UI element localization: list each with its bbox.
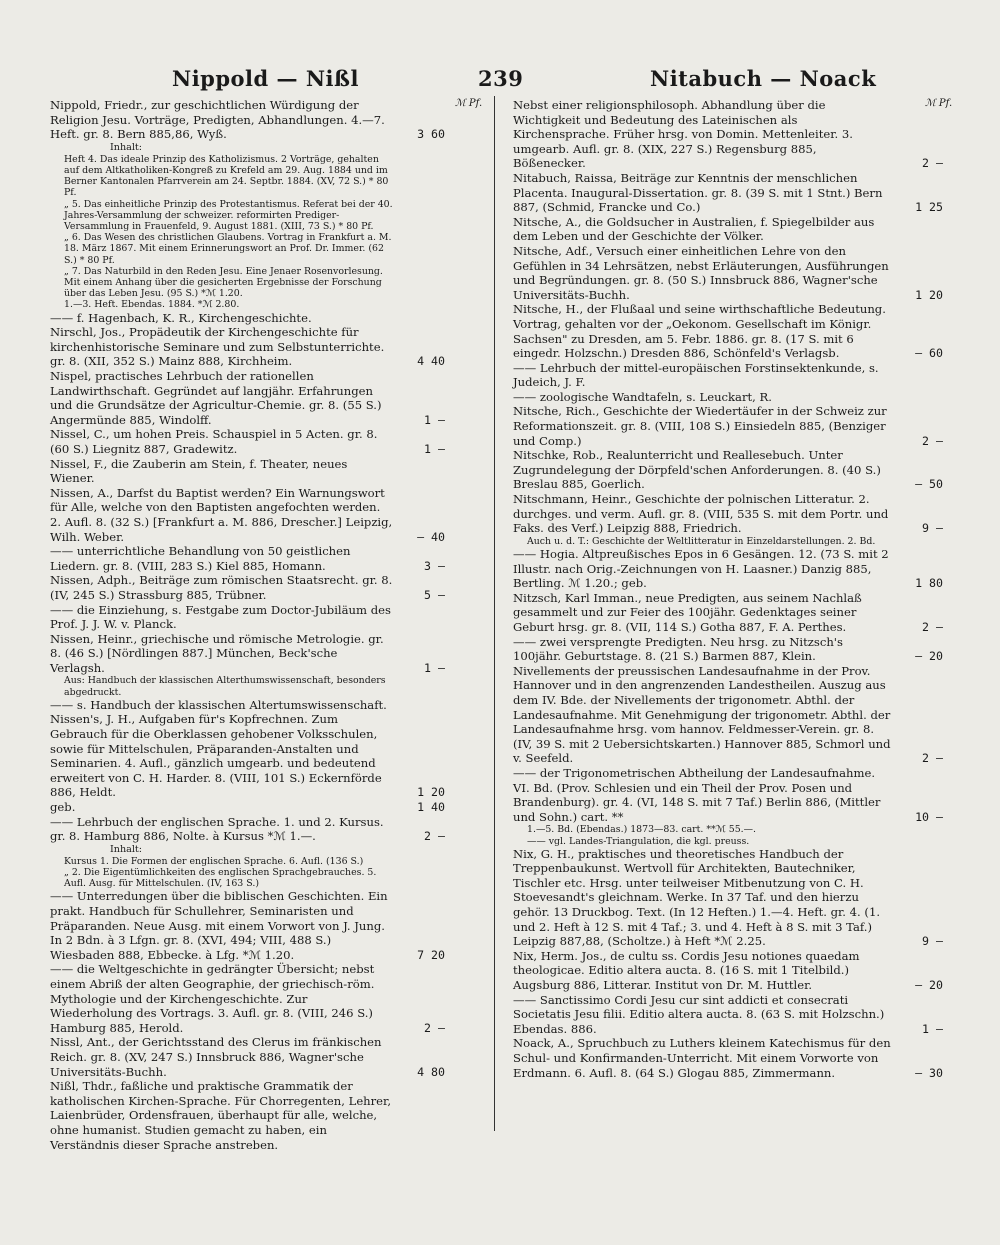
catalog-entry xyxy=(513,302,943,360)
catalog-entry xyxy=(50,232,445,266)
currency-units-left: ℳ Pf. xyxy=(455,98,483,109)
right-column xyxy=(513,98,943,1080)
entry-text: —— Lehrbuch der englischen Sprache. 1. und 2. Kursus. gr. 8. Hamburg 886, Nolte. à Kursus *ℳ 1.—. xyxy=(50,814,384,844)
entry-text: Nissel, F., die Zauberin am Stein, f. Theater, neues Wiener. xyxy=(50,456,348,486)
entry-text: Nispel, practisches Lehrbuch der rationellen Landwirthschaft. Gegründet auf langjähr. Erfahrungen und die Grundsätze der Agricultur-Chemie. gr. 8. (55 S.) Angermünde 885, Windolff. xyxy=(50,369,382,427)
entry-text: —— unterrichtliche Behandlung von 50 geistlichen Liedern. gr. 8. (VIII, 283 S.) Kiel 885, Homann. xyxy=(50,544,351,573)
catalog-entry xyxy=(513,591,943,635)
entry-text: —— Lehrbuch der mittel-europäischen Forstinsektenkunde, s. Judeich, J. F. xyxy=(513,360,879,390)
entry-price: 9 — xyxy=(922,521,943,536)
entry-price: — 20 xyxy=(915,649,943,664)
entry-text: Nissel, C., um hohen Preis. Schauspiel in 5 Acten. gr. 8. (60 S.) Liegnitz 887, Gradewitz. xyxy=(50,427,378,456)
entry-price: — 60 xyxy=(915,346,943,361)
currency-units-right: ℳ Pf. xyxy=(925,98,953,109)
catalog-entry xyxy=(50,712,445,800)
entry-price: 1 20 xyxy=(417,785,445,800)
catalog-entry xyxy=(513,993,943,1037)
entry-text: —— zwei versprengte Predigten. Neu hrsg. zu Nitzsch's 100jähr. Geburtstage. 8. (21 S.) Barmen 887, Klein. xyxy=(513,634,843,664)
entry-price: 1 80 xyxy=(915,576,943,591)
catalog-entry xyxy=(50,844,445,856)
entry-price: 1 — xyxy=(424,441,445,456)
catalog-entry xyxy=(513,664,943,766)
catalog-entry xyxy=(513,361,943,390)
catalog-entry xyxy=(50,311,445,326)
entry-price: 5 — xyxy=(424,587,445,602)
entry-text: —— f. Hagenbach, K. R., Kirchengeschichte. xyxy=(50,310,312,325)
entry-text: Nippold, Friedr., zur geschichtlichen Würdigung der Religion Jesu. Vorträge, Predigten, Abhandlungen. 4.—7. Heft. gr. 8. Bern 885,86, Wyß. xyxy=(50,98,385,142)
entry-text: Nix, G. H., praktisches und theoretisches Handbuch der Treppenbaukunst. Wertvoll für Architekten, Bautechniker, Tischler etc. Hrsg. unter teilweiser Mitbenutzung von C. H. Stoevesandt's gleichnam. Werke. In 37 Taf. und den hierzu gehör. 13 Druckbog. Text. (In 12 Heften.) 1.—4. Heft. gr. 4. (1. und 2. Heft à 12 S. mit 4 Taf.; 3. und 4. Heft à 8 S. mit 3 Taf.) Leipzig 887,88, (Scholtze.) à Heft *ℳ 2.25. xyxy=(513,846,881,949)
catalog-entry xyxy=(50,632,445,676)
catalog-entry xyxy=(50,867,445,889)
entry-text: Auch u. d. T.: Geschichte der Weltlitteratur in Einzeldarstellungen. 2. Bd. xyxy=(527,535,876,547)
entry-price: — 50 xyxy=(915,477,943,492)
catalog-entry xyxy=(513,404,943,448)
left-column xyxy=(50,98,445,1152)
entry-text: —— die Weltgeschichte in gedrängter Übersicht; nebst einem Abriß der alten Geographie, der griechisch-röm. Mythologie und der Kirchengeschichte. Zur Wiederholung des Vortrags. 3. Aufl. gr. 8. (VIII, 246 S.) Hamburg 885, Herold. xyxy=(50,962,375,1035)
header-right-title: Nitabuch — Noack xyxy=(650,66,877,91)
catalog-entry xyxy=(513,244,943,302)
entry-price: 10 — xyxy=(915,809,943,824)
catalog-entry xyxy=(50,698,445,713)
catalog-entry xyxy=(513,492,943,536)
entry-text: —— s. Handbuch der klassischen Altertumswissenschaft. xyxy=(50,697,387,712)
entry-text: Nissen, A., Darfst du Baptist werden? Ein Warnungswort für Alle, welche von den Baptisten angefochten werden. 2. Aufl. 8. (32 S.) [Frankfurt a. M. 886, Drescher.] Leipzig, Wilh. Weber. xyxy=(50,485,393,544)
catalog-entry xyxy=(50,299,445,310)
entry-price: 7 20 xyxy=(417,947,445,962)
entry-text: Nissl, Ant., der Gerichtsstand des Clerus im fränkischen Reich. gr. 8. (XV, 247 S.) Innsbruck 886, Wagner'sche Universitäts-Buchh. xyxy=(50,1035,382,1079)
entry-price: 3 — xyxy=(424,558,445,573)
entry-text: „ 5. Das einheitliche Prinzip des Protestantismus. Referat bei der 40. Jahres-Versammlung der schweizer. reformirten Prediger-Versammlung in Frauenfeld, 9. August 1881. (XIII, 73 S.) * 80 Pf. xyxy=(64,198,393,232)
entry-price: 2 — xyxy=(922,156,943,171)
entry-price: 2 — xyxy=(922,751,943,766)
entry-text: Aus: Handbuch der klassischen Alterthumswissenschaft, besonders abgedruckt. xyxy=(64,675,386,698)
entry-price: — 30 xyxy=(915,1065,943,1080)
entry-price: 3 60 xyxy=(417,127,445,142)
entry-text: Nitsche, H., der Flußaal und seine wirthschaftliche Bedeutung. Vortrag, gehalten vor der „Oekonom. Gesellschaft im Königr. Sachsen" zu Dresden, am 5. Febr. 1886. gr. 8. (17 S. mit 6 eingedr. Holzschn.) Dresden 886, Schönfeld's Verlagsb. xyxy=(513,302,886,361)
entry-price: 2 — xyxy=(922,619,943,634)
catalog-entry xyxy=(50,815,445,844)
entry-text: Noack, A., Spruchbuch zu Luthers kleinem Katechismus für den Schul- und Konfirmanden-Unterricht. Mit einem Vorworte von Erdmann. 6. Aufl. 8. (64 S.) Glogau 885, Zimmermann. xyxy=(513,1036,891,1080)
catalog-entry xyxy=(50,544,445,573)
entry-text: Nivellements der preussischen Landesaufnahme in der Prov. Hannover und in den angrenzenden Landestheilen. Auszug aus dem IV. Bde. der Nivellements der trigonometr. Abthl. der Landesaufnahme. Mit Genehmigung der trigonometr. Abthl. der Landesaufnahme hrsg. vom hannov. Feldmesser-Verein. gr. 8. (IV, 39 S. mit 2 Uebersichtskarten.) Hannover 885, Schmorl und v. Seefeld. xyxy=(513,663,891,766)
catalog-entry xyxy=(50,1035,445,1079)
catalog-entry xyxy=(50,98,445,142)
entry-text: Nitschke, Rob., Realunterricht und Reallesebuch. Unter Zugrundelegung der Dörpfeld'schen Anforderungen. 8. (40 S.) Breslau 885, Goerlich. xyxy=(513,448,881,492)
catalog-entry xyxy=(513,949,943,993)
page-number: 239 xyxy=(478,66,524,91)
catalog-entry xyxy=(50,675,445,697)
entry-text: —— der Trigonometrischen Abtheilung der Landesaufnahme. VI. Bd. (Prov. Schlesien und ein Theil der Prov. Posen und Brandenburg). gr. 4. (VI, 148 S. mit 7 Taf.) Berlin 886, (Mittler und Sohn.) cart. ** xyxy=(513,765,881,824)
entry-text: —— zoologische Wandtafeln, s. Leuckart, R. xyxy=(513,389,772,404)
entry-text: Nitabuch, Raissa, Beiträge zur Kenntnis der menschlichen Placenta. Inaugural-Dissertation. gr. 8. (39 S. mit 1 Stnt.) Bern 887, (Schmid, Francke und Co.) xyxy=(513,170,883,215)
catalog-entry xyxy=(513,635,943,664)
entry-price: 2 — xyxy=(922,433,943,448)
catalog-entry xyxy=(50,266,445,300)
entry-text: Nitzsch, Karl Imman., neue Predigten, aus seinem Nachlaß gesammelt und zur Feier des 100jähr. Gedenktages seiner Geburt hrsg. gr. 8. (VII, 114 S.) Gotha 887, F. A. Perthes. xyxy=(513,590,862,634)
entry-text: Nix, Herm. Jos., de cultu ss. Cordis Jesu notiones quaedam theologicae. Editio altera aucta. 8. (16 S. mit 1 Titelbild.) Augsburg 886, Litterar. Institut von Dr. M. Huttler. xyxy=(513,948,860,993)
entry-text: „ 7. Das Naturbild in den Reden Jesu. Eine Jenaer Rosenvorlesung. Mit einem Anhang über die gesicherten Ergebnisse der Forschung über das Leben Jesu. (95 S.) *ℳ 1.20. xyxy=(64,265,383,300)
catalog-entry xyxy=(50,573,445,602)
entry-text: —— die Einziehung, s. Festgabe zum Doctor-Jubiläum des Prof. J. J. W. v. Planck. xyxy=(50,602,391,632)
entry-text: —— Unterredungen über die biblischen Geschichten. Ein prakt. Handbuch für Schullehrer, Seminaristen und Präparanden. Neue Ausg. mit einem Vorwort von J. Jung. In 2 Bdn. à 3 Lfgn. gr. 8. (XVI, 494; VIII, 488 S.) Wiesbaden 888, Ebbecke. à Lfg. *ℳ 1.20. xyxy=(50,889,388,962)
entry-price: 1 — xyxy=(424,412,445,427)
entry-price: — 40 xyxy=(417,529,445,544)
catalog-entry xyxy=(513,547,943,591)
entry-price: 2 — xyxy=(424,829,445,844)
entry-text: —— Hogia. Altpreußisches Epos in 6 Gesängen. 12. (73 S. mit 2 Illustr. nach Orig.-Zeichnungen von H. Laasner.) Danzig 885, Bertling. ℳ 1.20.; geb. xyxy=(513,547,889,591)
entry-price: 4 40 xyxy=(417,354,445,369)
entry-price: 1 — xyxy=(424,660,445,675)
entry-price: 1 25 xyxy=(915,200,943,215)
entry-text: „ 6. Das Wesen des christlichen Glaubens. Vortrag in Frankfurt a. M. 18. März 1867. Mit einem Erinnerungswort an Prof. Dr. Immer. (62 S.) * 80 Pf. xyxy=(64,232,392,266)
entry-price: 4 80 xyxy=(417,1064,445,1079)
entry-text: Nißl, Thdr., faßliche und praktische Grammatik der katholischen Kirchen-Sprache. Für Chorregenten, Lehrer, Laienbrüder, Ordensfrauen, überhaupt für alle, welche, ohne humanist. Studien gemacht zu haben, ein Verständnis dieser Sprache anstreben. xyxy=(50,1079,392,1152)
entry-text: —— vgl. Landes-Triangulation, die kgl. preuss. xyxy=(527,835,750,847)
catalog-entry xyxy=(513,215,943,244)
catalog-entry xyxy=(50,486,445,544)
entry-price: 9 — xyxy=(922,934,943,949)
entry-text: Nissen, Heinr., griechische und römische Metrologie. gr. 8. (46 S.) [Nördlingen 887.] München, Beck'sche Verlagsh. xyxy=(50,631,384,675)
entry-text: Nitsche, Rich., Geschichte der Wiedertäufer in der Schweiz zur Reformationszeit. gr. 8. (VIII, 108 S.) Einsiedeln 885, (Benziger und Comp.) xyxy=(513,404,887,448)
entry-price: 2 — xyxy=(424,1020,445,1035)
entry-price: 1 20 xyxy=(915,287,943,302)
entry-text: Kursus 1. Die Formen der englischen Sprache. 6. Aufl. (136 S.) xyxy=(64,855,364,867)
catalog-entry xyxy=(513,536,943,547)
entry-price: 1 40 xyxy=(417,800,445,815)
catalog-entry xyxy=(50,962,445,1035)
entry-text: Nirschl, Jos., Propädeutik der Kirchengeschichte für kirchenhistorische Seminare und zum Selbstunterrichte. gr. 8. (XII, 352 S.) Mainz 888, Kirchheim. xyxy=(50,325,385,369)
entry-text: 1.—5. Bd. (Ebendas.) 1873—83. cart. **ℳ 55.—. xyxy=(527,824,757,836)
entry-text: „ 2. Die Eigentümlichkeiten des englischen Sprachgebrauches. 5. Aufl. Ausg. für Mittelschulen. (IV, 163 S.) xyxy=(64,867,377,890)
entry-text: Nissen's, J. H., Aufgaben für's Kopfrechnen. Zum Gebrauch für die Oberklassen gehobener Volksschulen, sowie für Mittelschulen, Präparanden-Anstalten und Seminarien. 4. Aufl., gänzlich umgearb. und bedeutend erweitert von C. H. Harder. 8. (VIII, 101 S.) Eckernförde 886, Heldt. xyxy=(50,712,382,800)
catalog-entry xyxy=(513,824,943,835)
column-divider xyxy=(494,96,495,1131)
catalog-entry xyxy=(513,836,943,847)
catalog-entry xyxy=(50,154,445,199)
header-left-title: Nippold — Nißl xyxy=(172,66,359,91)
entry-text: Heft 4. Das ideale Prinzip des Katholizismus. 2 Vorträge, gehalten auf dem Altkatholiken-Kongreß zu Krefeld am 29. Aug. 1884 und im Berner Kantonalen Pfarrverein am 24. Septbr. 1884. (XV, 72 S.) * 80 Pf. xyxy=(64,153,389,199)
catalog-entry xyxy=(50,856,445,867)
entry-text: 1.—3. Heft. Ebendas. 1884. *ℳ 2.80. xyxy=(64,299,240,311)
entry-price: — 20 xyxy=(915,978,943,993)
catalog-entry xyxy=(50,369,445,427)
catalog-entry xyxy=(513,847,943,949)
entry-text: geb. xyxy=(50,800,76,815)
catalog-entry xyxy=(50,603,445,632)
catalog-entry xyxy=(513,171,943,215)
entry-text: Nitsche, A., die Goldsucher in Australien, f. Spiegelbilder aus dem Leben und der Geschichte der Völker. xyxy=(513,214,875,244)
catalog-entry xyxy=(50,457,445,486)
catalog-entry xyxy=(50,427,445,456)
catalog-entry xyxy=(50,142,445,154)
entry-price: 1 — xyxy=(922,1021,943,1036)
entry-text: Inhalt: xyxy=(110,843,143,855)
catalog-entry xyxy=(50,800,445,815)
catalog-entry xyxy=(513,766,943,824)
entry-text: Nissen, Adph., Beiträge zum römischen Staatsrecht. gr. 8. (IV, 245 S.) Strassburg 885, Trübner. xyxy=(50,573,393,602)
entry-text: Nitsche, Adf., Versuch einer einheitlichen Lehre von den Gefühlen in 34 Lehrsätzen, nebst Erläuterungen, Ausführungen und Begründungen. gr. 8. (50 S.) Innsbruck 886, Wagner'sche Universitäts-Buchh. xyxy=(513,243,889,302)
catalog-entry xyxy=(50,199,445,233)
entry-text: Inhalt: xyxy=(110,141,143,153)
entry-text: —— Sanctissimo Cordi Jesu cur sint addicti et consecrati Societatis Jesu filii. Editio altera aucta. 8. (63 S. mit Holzschn.) Ebendas. 886. xyxy=(513,992,885,1036)
catalog-entry xyxy=(50,1079,445,1152)
entry-text: Nebst einer religionsphilosoph. Abhandlung über die Wichtigkeit und Bedeutung des Lateinischen als Kirchensprache. Früher hrsg. von Domin. Mettenleiter. 3. umgearb. Aufl. gr. 8. (XIX, 227 S.) Regensburg 885, Bößenecker. xyxy=(513,98,853,171)
catalog-entry xyxy=(50,325,445,369)
entry-text: Nitschmann, Heinr., Geschichte der polnischen Litteratur. 2. durchges. und verm. Aufl. gr. 8. (VIII, 535 S. mit dem Portr. und Faks. des Verf.) Leipzig 888, Friedrich. xyxy=(513,492,889,536)
catalog-entry xyxy=(50,889,445,962)
catalog-entry xyxy=(513,1036,943,1080)
catalog-entry xyxy=(513,98,943,171)
catalog-entry xyxy=(513,390,943,405)
catalog-entry xyxy=(513,448,943,492)
